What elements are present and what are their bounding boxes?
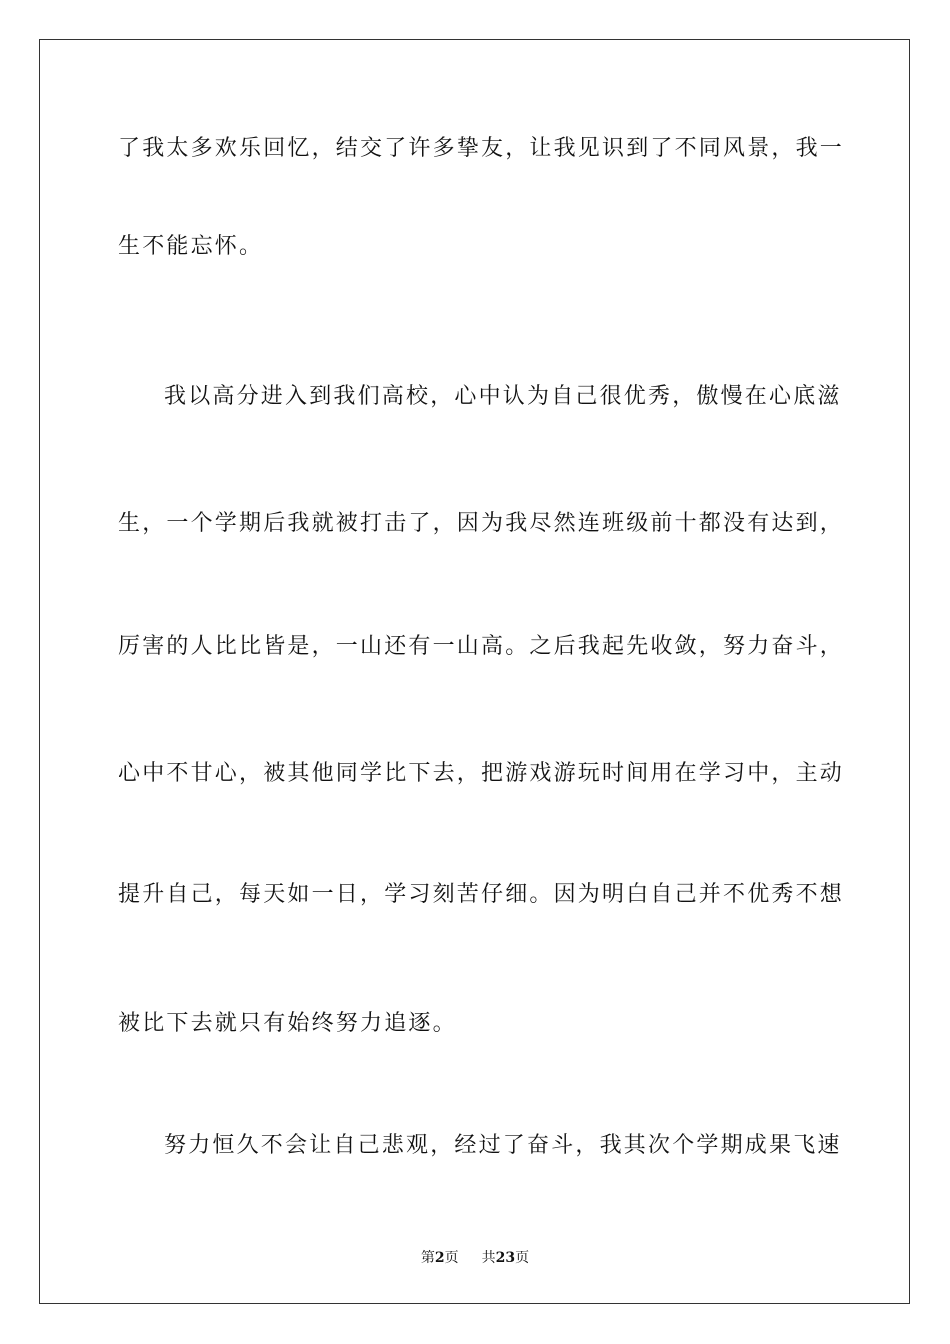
page-border	[39, 39, 910, 1304]
text-line: 厉害的人比比皆是，一山还有一山高。之后我起先收敛，努力奋斗，	[118, 634, 845, 659]
current-page-number: 2	[434, 1250, 445, 1266]
total-page-count: 23	[495, 1250, 516, 1266]
text-line: 心中不甘心，被其他同学比下去，把游戏游玩时间用在学习中，主动	[118, 761, 845, 786]
text-line: 了我太多欢乐回忆，结交了许多挚友，让我见识到了不同风景，我一	[118, 136, 845, 161]
total-prefix: 共	[481, 1250, 496, 1266]
page-suffix: 页	[444, 1250, 459, 1266]
text-line: 被比下去就只有始终努力追逐。	[118, 1011, 457, 1036]
text-line: 生，一个学期后我就被打击了，因为我尽然连班级前十都没有达到，	[118, 511, 845, 536]
paragraph-start-line: 努力恒久不会让自己悲观，经过了奋斗，我其次个学期成果飞速	[164, 1133, 842, 1158]
text-line: 生不能忘怀。	[118, 234, 264, 259]
total-suffix: 页	[515, 1250, 530, 1266]
text-line: 提升自己，每天如一日，学习刻苦仔细。因为明白自己并不优秀不想	[118, 882, 845, 907]
total-pages-label	[482, 1248, 529, 1268]
page-number-label	[421, 1248, 459, 1268]
page-prefix: 第	[420, 1250, 435, 1266]
page-footer	[0, 1248, 950, 1268]
paragraph-start-line: 我以高分进入到我们高校，心中认为自己很优秀，傲慢在心底滋	[164, 384, 842, 409]
